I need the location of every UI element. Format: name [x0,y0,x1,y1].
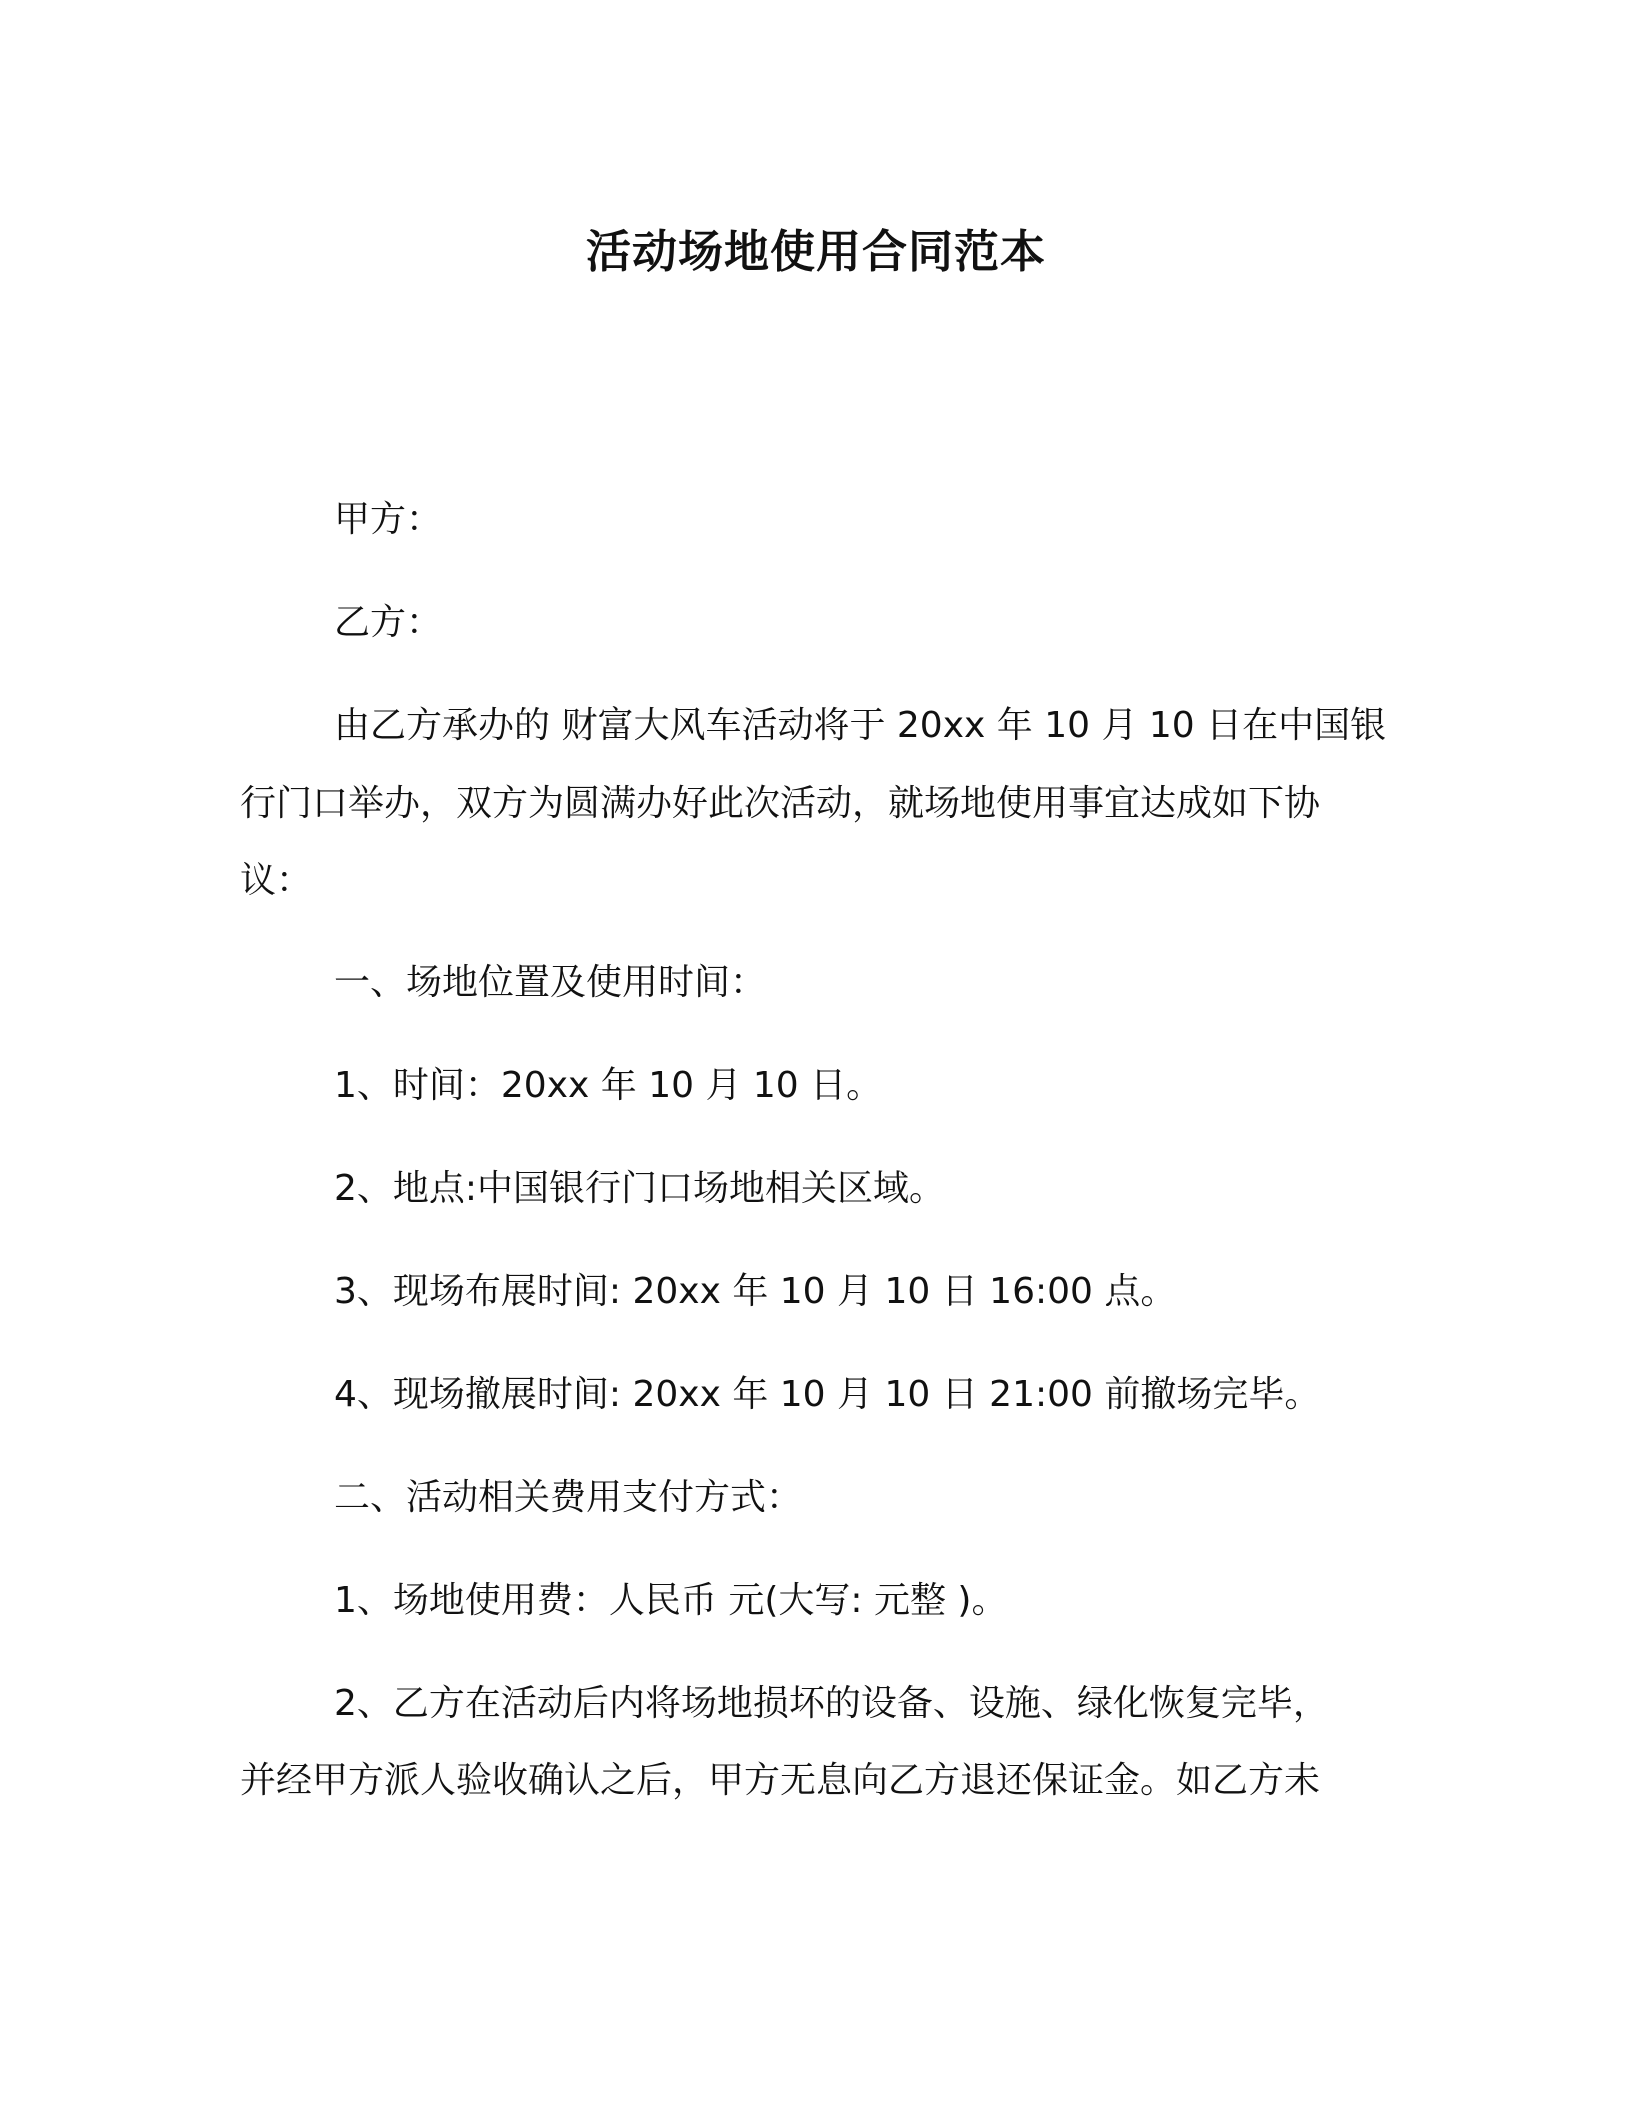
party-a-label: 甲方： [334,499,443,540]
section1-item-4: 4、现场撤展时间: 20xx 年 10 月 10 日 21:00 前撤场完毕。 [334,1374,1321,1415]
intro-line-1: 由乙方承办的 财富大风车活动将于 20xx 年 10 月 10 日在中国银 [334,705,1387,746]
party-b-label: 乙方： [334,602,443,643]
section2-item-2-line-1: 2、乙方在活动后内将场地损坏的设备、设施、绿化恢复完毕， [334,1683,1329,1724]
section1-heading: 一、场地位置及使用时间： [334,962,767,1003]
section1-item-3: 3、现场布展时间: 20xx 年 10 月 10 日 16:00 点。 [334,1271,1177,1312]
intro-line-2: 行门口举办，双方为圆满办好此次活动，就场地使用事宜达成如下协 [240,783,1321,824]
intro-line-3: 议： [240,860,313,901]
section2-item-2-line-2: 并经甲方派人验收确认之后，甲方无息向乙方退还保证金。如乙方未 [240,1760,1321,1801]
section2-item-1: 1、场地使用费：人民币 元(大写: 元整 )。 [334,1580,1008,1621]
section2-heading: 二、活动相关费用支付方式： [334,1477,803,1518]
section1-item-1: 1、时间：20xx 年 10 月 10 日。 [334,1065,883,1106]
document-title: 活动场地使用合同范本 [585,225,1046,278]
section1-item-2: 2、地点:中国银行门口场地相关区域。 [334,1168,946,1209]
